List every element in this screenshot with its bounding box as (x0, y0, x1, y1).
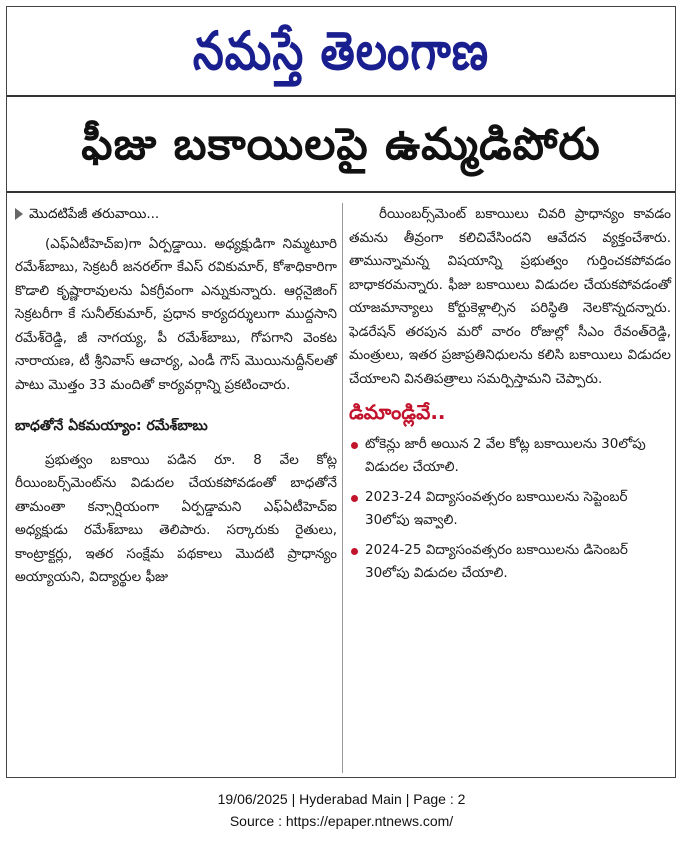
bullet-icon (351, 495, 358, 502)
demand-text: టోకెన్లు జారీ అయిన 2 వేల కోట్ల బకాయిలను 30లోపు విడుదల చేయాలి. (365, 435, 646, 475)
left-paragraph-1: (ఎఫ్ఏటీహెచ్ఐ)గా ఏర్పడ్డాయి. అధ్యక్షుడిగా నిమ్మటూరి రమేశ్‌బాబు, సెక్రటరీ జనరల్‌గా కేఎస్ రవికుమార్, కోశాధికారిగా కొడాలి కృష్ణారావులను ఏకగ్రీవంగా ఎన్నుకున్నారు. ఆర్గనైజింగ్ సెక్రటరీగా కే సునీల్‌కుమార్, ప్రధాన కార్యదర్శులుగా ముద్దసాని రమేశ్‌రెడ్డి, జీ నాగయ్య, పీ రమేశ్‌బాబు, గోపగాని వెంకట నారాయణ, టీ శ్రీనివాస్ ఆచార్య, ఎండీ గౌస్ మొయినుద్దీన్‌లతో పాటు మొత్తం 33 మందితో కార్యవర్గాన్ని ప్రకటించారు. (15, 235, 337, 393)
left-paragraph-2: ప్రభుత్వం బకాయి పడిన రూ. 8 వేల కోట్ల రీయింబర్స్‌మెంట్‌ను విడుదల చేయకపోవడంతో బాధతోనే తామంతా కన్సార్షియంగా ఏర్పడ్డామని ఎఫ్ఏటీహెచ్ఐ అధ్యక్షుడు రమేశ్‌బాబు తెలిపారు. సర్కారుకు రైతులు, కాంట్రాక్టర్లు, ఇతర సంక్షేమ పథకాలు మొదటి ప్రాధాన్యం అయ్యాయని, విద్యార్థుల ఫీజు (15, 451, 337, 585)
footer-source: Source : https://epaper.ntnews.com/ (229, 813, 454, 829)
column-divider (342, 203, 343, 773)
masthead-rule (7, 95, 675, 97)
headline-rule (7, 191, 675, 193)
footer (0, 788, 683, 832)
headline: ఫీజు బకాయిలపై ఉమ్మడిపోరు (81, 119, 601, 170)
bullet-icon (351, 442, 358, 449)
demands-title: డిమాండ్లివే.. (349, 400, 446, 424)
right-column (349, 203, 671, 592)
left-column (15, 203, 337, 590)
triangle-arrow-icon (15, 208, 23, 220)
footer-date-edition: 19/06/2025 | Hyderabad Main | Page : 2 (217, 791, 466, 807)
article-frame (6, 6, 676, 778)
demand-item (349, 539, 671, 586)
demand-item (349, 486, 671, 533)
masthead: నమస్తే తెలంగాణ (192, 20, 490, 82)
demand-text: 2023-24 విద్యాసంవత్సరం బకాయిలను సెప్టెంబర్ 30లోపు ఇవ్వాలి. (365, 488, 628, 528)
demands-list (349, 433, 671, 586)
continuation-kicker (15, 203, 337, 227)
subheading: బాధతోనే ఏకమయ్యాం: రమేశ్‌బాబు (15, 418, 208, 434)
bullet-icon (351, 548, 358, 555)
kicker-text: మొదటిపేజీ తరువాయి... (29, 206, 160, 222)
right-paragraph-1: రీయింబర్స్‌మెంట్ బకాయిలు చివరి ప్రాధాన్యం కావడం తమను తీవ్రంగా కలిచివేసిందని ఆవేదన వ్యక్తంచేశారు. తామున్నామన్న విషయాన్ని ప్రభుత్వం గుర్తించకపోవడం బాధాకరమన్నారు. ఫీజు బకాయిలు విడుదల చేయకపోవడంతో యాజమాన్యాలు కోర్టుకెళ్లాల్సిన పరిస్థితి నెలకొన్నదన్నారు. ఫెడరేషన్ తరపున మరో వారం రోజుల్లో సీఎం రేవంత్‌రెడ్డి, మంత్రులు, ఇతర ప్రజాప్రతినిధులను కలిసి బకాయిలు విడుదల చేయాలని వినతిపత్రాలు సమర్పిస్తామని చెప్పారు. (349, 206, 671, 387)
demand-item (349, 433, 671, 480)
demand-text: 2024-25 విద్యాసంవత్సరం బకాయిలను డిసెంబర్ 30లోపు విడుదల చేయాలి. (365, 541, 628, 581)
